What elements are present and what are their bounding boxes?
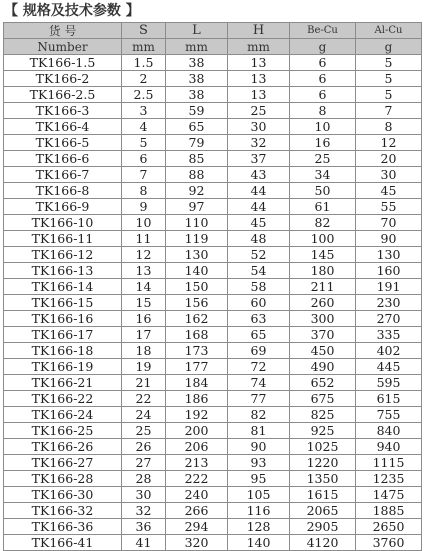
be-cu-weight-cell: 6 [290,55,356,71]
item-number-cell: TK166-24 [4,407,122,423]
l-value-cell: 192 [166,407,228,423]
table-row [4,519,422,535]
table-row [4,279,422,295]
l-value-cell: 65 [166,119,228,135]
h-value-cell: 77 [228,391,290,407]
s-value-cell: 19 [122,359,166,375]
be-cu-weight-cell: 34 [290,167,356,183]
s-value-cell: 4 [122,119,166,135]
be-cu-weight-cell: 25 [290,151,356,167]
al-cu-weight-cell: 191 [356,279,422,295]
be-cu-weight-cell: 50 [290,183,356,199]
be-cu-weight-cell: 1025 [290,439,356,455]
be-cu-weight-cell: 652 [290,375,356,391]
item-number-cell: TK166-8 [4,183,122,199]
be-cu-weight-cell: 370 [290,327,356,343]
table-row [4,215,422,231]
header-item-number: 货 号 [4,23,122,39]
spec-table [3,22,422,551]
table-row [4,263,422,279]
h-value-cell: 140 [228,535,290,551]
al-cu-weight-cell: 130 [356,247,422,263]
s-value-cell: 22 [122,391,166,407]
al-cu-weight-cell: 615 [356,391,422,407]
al-cu-weight-cell: 12 [356,135,422,151]
header-l: L [166,23,228,39]
l-value-cell: 200 [166,423,228,439]
al-cu-weight-cell: 270 [356,311,422,327]
al-cu-weight-cell: 5 [356,71,422,87]
be-cu-weight-cell: 450 [290,343,356,359]
be-cu-weight-cell: 6 [290,71,356,87]
h-value-cell: 105 [228,487,290,503]
l-value-cell: 222 [166,471,228,487]
be-cu-weight-cell: 100 [290,231,356,247]
al-cu-weight-cell: 840 [356,423,422,439]
s-value-cell: 9 [122,199,166,215]
header-h: H [228,23,290,39]
al-cu-weight-cell: 90 [356,231,422,247]
l-value-cell: 186 [166,391,228,407]
item-number-cell: TK166-21 [4,375,122,391]
table-row [4,471,422,487]
be-cu-weight-cell: 6 [290,87,356,103]
h-value-cell: 82 [228,407,290,423]
al-cu-weight-cell: 1115 [356,455,422,471]
item-number-cell: TK166-17 [4,327,122,343]
l-value-cell: 38 [166,55,228,71]
l-value-cell: 168 [166,327,228,343]
s-value-cell: 28 [122,471,166,487]
s-value-cell: 14 [122,279,166,295]
table-row [4,311,422,327]
l-value-cell: 140 [166,263,228,279]
l-value-cell: 294 [166,519,228,535]
s-value-cell: 13 [122,263,166,279]
item-number-cell: TK166-2.5 [4,87,122,103]
al-cu-weight-cell: 230 [356,295,422,311]
header-number: Number [4,39,122,55]
h-value-cell: 25 [228,103,290,119]
al-cu-weight-cell: 445 [356,359,422,375]
table-row [4,391,422,407]
table-row [4,55,422,71]
unit-al-cu: g [356,39,422,55]
h-value-cell: 90 [228,439,290,455]
table-row [4,167,422,183]
al-cu-weight-cell: 940 [356,439,422,455]
item-number-cell: TK166-26 [4,439,122,455]
l-value-cell: 88 [166,167,228,183]
l-value-cell: 79 [166,135,228,151]
item-number-cell: TK166-41 [4,535,122,551]
h-value-cell: 32 [228,135,290,151]
al-cu-weight-cell: 1235 [356,471,422,487]
item-number-cell: TK166-6 [4,151,122,167]
s-value-cell: 2 [122,71,166,87]
h-value-cell: 65 [228,327,290,343]
table-row [4,407,422,423]
s-value-cell: 10 [122,215,166,231]
h-value-cell: 74 [228,375,290,391]
al-cu-weight-cell: 7 [356,103,422,119]
be-cu-weight-cell: 4120 [290,535,356,551]
be-cu-weight-cell: 825 [290,407,356,423]
s-value-cell: 17 [122,327,166,343]
l-value-cell: 38 [166,71,228,87]
l-value-cell: 156 [166,295,228,311]
be-cu-weight-cell: 2905 [290,519,356,535]
table-row [4,455,422,471]
be-cu-weight-cell: 925 [290,423,356,439]
h-value-cell: 81 [228,423,290,439]
l-value-cell: 130 [166,247,228,263]
s-value-cell: 1.5 [122,55,166,71]
h-value-cell: 54 [228,263,290,279]
item-number-cell: TK166-9 [4,199,122,215]
be-cu-weight-cell: 260 [290,295,356,311]
be-cu-weight-cell: 211 [290,279,356,295]
be-cu-weight-cell: 180 [290,263,356,279]
be-cu-weight-cell: 10 [290,119,356,135]
l-value-cell: 162 [166,311,228,327]
s-value-cell: 18 [122,343,166,359]
table-row [4,487,422,503]
item-number-cell: TK166-25 [4,423,122,439]
item-number-cell: TK166-19 [4,359,122,375]
table-row [4,359,422,375]
l-value-cell: 240 [166,487,228,503]
header-be-cu: Be-Cu [290,23,356,39]
l-value-cell: 320 [166,535,228,551]
al-cu-weight-cell: 55 [356,199,422,215]
item-number-cell: TK166-4 [4,119,122,135]
table-row [4,183,422,199]
be-cu-weight-cell: 1220 [290,455,356,471]
s-value-cell: 36 [122,519,166,535]
unit-be-cu: g [290,39,356,55]
item-number-cell: TK166-10 [4,215,122,231]
item-number-cell: TK166-2 [4,71,122,87]
s-value-cell: 5 [122,135,166,151]
table-row [4,151,422,167]
table-row [4,119,422,135]
s-value-cell: 8 [122,183,166,199]
l-value-cell: 184 [166,375,228,391]
l-value-cell: 97 [166,199,228,215]
s-value-cell: 15 [122,295,166,311]
al-cu-weight-cell: 5 [356,55,422,71]
s-value-cell: 6 [122,151,166,167]
h-value-cell: 69 [228,343,290,359]
item-number-cell: TK166-13 [4,263,122,279]
al-cu-weight-cell: 1475 [356,487,422,503]
h-value-cell: 128 [228,519,290,535]
s-value-cell: 27 [122,455,166,471]
item-number-cell: TK166-7 [4,167,122,183]
table-row [4,71,422,87]
al-cu-weight-cell: 8 [356,119,422,135]
item-number-cell: TK166-3 [4,103,122,119]
be-cu-weight-cell: 300 [290,311,356,327]
be-cu-weight-cell: 1350 [290,471,356,487]
l-value-cell: 59 [166,103,228,119]
header-al-cu: Al-Cu [356,23,422,39]
h-value-cell: 63 [228,311,290,327]
l-value-cell: 266 [166,503,228,519]
table-row [4,375,422,391]
table-row [4,135,422,151]
table-row [4,231,422,247]
table-header [4,23,422,55]
h-value-cell: 116 [228,503,290,519]
table-row [4,423,422,439]
al-cu-weight-cell: 3760 [356,535,422,551]
s-value-cell: 32 [122,503,166,519]
h-value-cell: 48 [228,231,290,247]
s-value-cell: 12 [122,247,166,263]
al-cu-weight-cell: 160 [356,263,422,279]
item-number-cell: TK166-1.5 [4,55,122,71]
be-cu-weight-cell: 490 [290,359,356,375]
table-row [4,343,422,359]
table-row [4,103,422,119]
item-number-cell: TK166-36 [4,519,122,535]
al-cu-weight-cell: 20 [356,151,422,167]
s-value-cell: 25 [122,423,166,439]
h-value-cell: 30 [228,119,290,135]
item-number-cell: TK166-27 [4,455,122,471]
h-value-cell: 72 [228,359,290,375]
l-value-cell: 92 [166,183,228,199]
section-title: 【 规格及技术参数 】 [4,3,140,19]
unit-l: mm [166,39,228,55]
item-number-cell: TK166-15 [4,295,122,311]
table-row [4,295,422,311]
table-row [4,439,422,455]
table-body [4,55,422,551]
h-value-cell: 37 [228,151,290,167]
s-value-cell: 16 [122,311,166,327]
al-cu-weight-cell: 335 [356,327,422,343]
item-number-cell: TK166-30 [4,487,122,503]
table-row [4,199,422,215]
h-value-cell: 60 [228,295,290,311]
al-cu-weight-cell: 70 [356,215,422,231]
h-value-cell: 93 [228,455,290,471]
al-cu-weight-cell: 595 [356,375,422,391]
s-value-cell: 26 [122,439,166,455]
s-value-cell: 7 [122,167,166,183]
s-value-cell: 30 [122,487,166,503]
table-row [4,503,422,519]
s-value-cell: 41 [122,535,166,551]
item-number-cell: TK166-12 [4,247,122,263]
s-value-cell: 21 [122,375,166,391]
al-cu-weight-cell: 30 [356,167,422,183]
al-cu-weight-cell: 5 [356,87,422,103]
item-number-cell: TK166-16 [4,311,122,327]
l-value-cell: 206 [166,439,228,455]
al-cu-weight-cell: 402 [356,343,422,359]
be-cu-weight-cell: 8 [290,103,356,119]
header-s: S [122,23,166,39]
h-value-cell: 43 [228,167,290,183]
al-cu-weight-cell: 45 [356,183,422,199]
h-value-cell: 13 [228,71,290,87]
be-cu-weight-cell: 145 [290,247,356,263]
be-cu-weight-cell: 2065 [290,503,356,519]
al-cu-weight-cell: 2650 [356,519,422,535]
item-number-cell: TK166-14 [4,279,122,295]
item-number-cell: TK166-5 [4,135,122,151]
header-row-units [4,39,422,55]
be-cu-weight-cell: 61 [290,199,356,215]
table-row [4,535,422,551]
s-value-cell: 24 [122,407,166,423]
item-number-cell: TK166-28 [4,471,122,487]
al-cu-weight-cell: 1885 [356,503,422,519]
l-value-cell: 38 [166,87,228,103]
al-cu-weight-cell: 755 [356,407,422,423]
h-value-cell: 45 [228,215,290,231]
h-value-cell: 58 [228,279,290,295]
unit-s: mm [122,39,166,55]
h-value-cell: 95 [228,471,290,487]
unit-h: mm [228,39,290,55]
table-row [4,247,422,263]
table-row [4,87,422,103]
s-value-cell: 11 [122,231,166,247]
be-cu-weight-cell: 82 [290,215,356,231]
h-value-cell: 52 [228,247,290,263]
be-cu-weight-cell: 16 [290,135,356,151]
h-value-cell: 13 [228,87,290,103]
table-row [4,327,422,343]
l-value-cell: 173 [166,343,228,359]
s-value-cell: 2.5 [122,87,166,103]
item-number-cell: TK166-18 [4,343,122,359]
header-row-names [4,23,422,39]
l-value-cell: 150 [166,279,228,295]
h-value-cell: 44 [228,199,290,215]
item-number-cell: TK166-22 [4,391,122,407]
l-value-cell: 213 [166,455,228,471]
be-cu-weight-cell: 1615 [290,487,356,503]
l-value-cell: 119 [166,231,228,247]
item-number-cell: TK166-11 [4,231,122,247]
l-value-cell: 110 [166,215,228,231]
item-number-cell: TK166-32 [4,503,122,519]
l-value-cell: 177 [166,359,228,375]
h-value-cell: 44 [228,183,290,199]
h-value-cell: 13 [228,55,290,71]
l-value-cell: 85 [166,151,228,167]
be-cu-weight-cell: 675 [290,391,356,407]
s-value-cell: 3 [122,103,166,119]
